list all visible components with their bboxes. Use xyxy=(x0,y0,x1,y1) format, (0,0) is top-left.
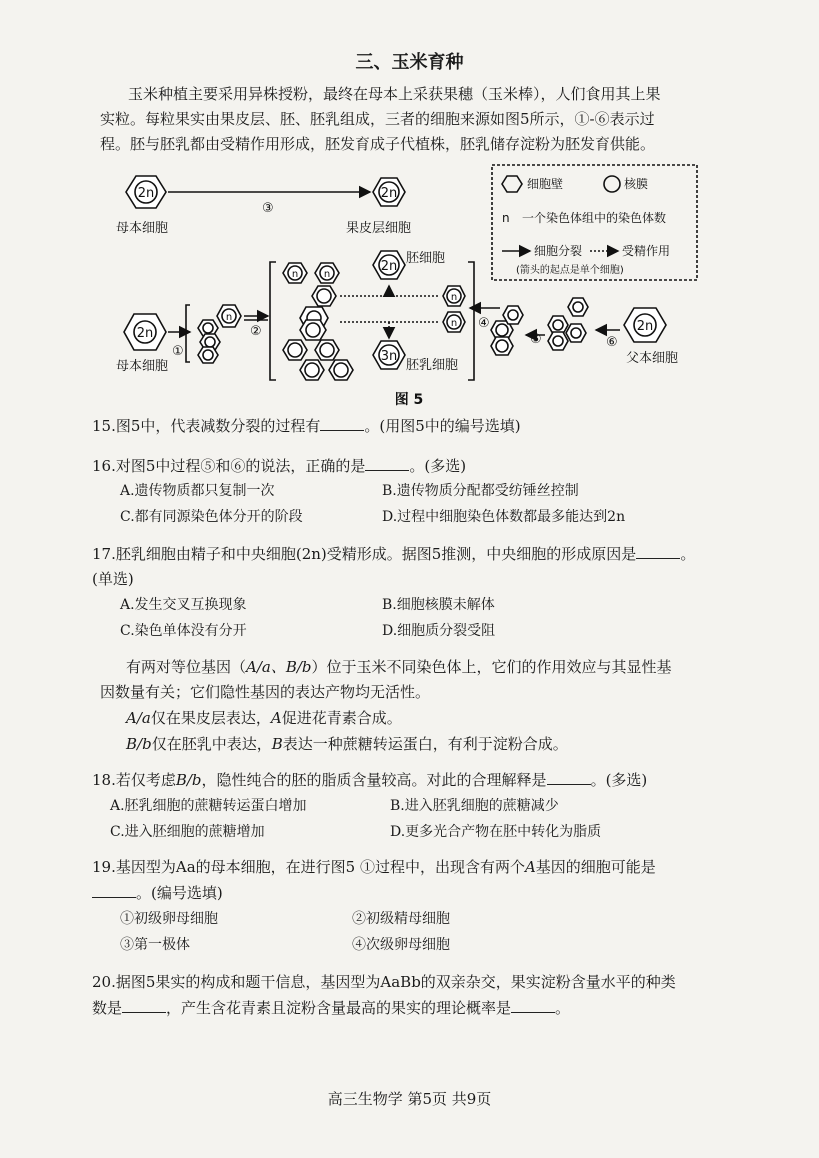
q18-option-c: C.进入胚细胞的蔗糖增加 xyxy=(110,824,265,840)
q16-option-a: A.遗传物质都只复制一次 xyxy=(120,483,275,499)
gene-symbol: A/a、B/b xyxy=(246,658,312,676)
gene-para-line-4 xyxy=(126,732,736,757)
father-cell-label: 父本细胞 xyxy=(626,351,679,366)
step-2: ② xyxy=(250,324,262,339)
gene-symbol: B xyxy=(271,735,283,753)
q18-gene: B/b xyxy=(175,771,202,789)
q15-answer-blank[interactable] xyxy=(320,416,364,431)
q18-option-a: A.胚乳细胞的蔗糖转运蛋白增加 xyxy=(110,798,307,814)
q17-end: 。 xyxy=(680,545,696,563)
question-15 xyxy=(92,414,521,438)
step-1: ① xyxy=(172,344,184,359)
step-4: ④ xyxy=(478,316,490,331)
q19-text: 基因的细胞可能是 xyxy=(535,858,656,876)
embryo-ploidy: 2n xyxy=(380,259,398,274)
q20-answer-blank-1[interactable] xyxy=(122,998,166,1013)
q18-option-b: B.进入胚乳细胞的蔗糖减少 xyxy=(390,798,559,814)
q20-answer-blank-2[interactable] xyxy=(511,998,555,1013)
gene-symbol: A xyxy=(270,709,282,727)
q18-answer-blank[interactable] xyxy=(547,770,591,785)
q17-option-b: B.细胞核膜未解体 xyxy=(382,597,495,613)
q15-text: 15.图5中，代表减数分裂的过程有 xyxy=(92,417,321,435)
q17-hint: (单选) xyxy=(92,570,134,588)
gene-para-line-3 xyxy=(126,706,736,731)
q16-option-b: B.遗传物质分配都受纺锤丝控制 xyxy=(382,483,579,499)
gene-para-line-1 xyxy=(126,655,726,680)
gene-text: 有两对等位基因（ xyxy=(126,658,247,676)
mother-cell-label: 母本细胞 xyxy=(116,221,169,236)
q17-option-d: D.细胞质分裂受阻 xyxy=(382,623,496,639)
q20-text: ，产生含花青素且淀粉含量最高的果实的理论概率是 xyxy=(166,999,512,1017)
q20-line-2 xyxy=(92,996,570,1020)
q17-answer-blank[interactable] xyxy=(636,544,680,559)
gene-text: 仅在胚乳中表达， xyxy=(151,735,272,753)
mother-bottom-ploidy: 2n xyxy=(136,326,154,341)
q16-answer-blank[interactable] xyxy=(365,456,409,471)
q16-hint: 。(多选) xyxy=(409,457,467,475)
pollen-cells xyxy=(491,306,523,355)
legend-n-def: 一个染色体组中的染色体数 xyxy=(522,211,667,225)
haploid-label: n xyxy=(225,312,233,323)
legend-nuclear-membrane: 核膜 xyxy=(624,177,649,191)
step-5: ⑤ xyxy=(530,332,542,347)
q18-text: 18.若仅考虑 xyxy=(92,771,176,789)
page-footer: 高三生物学 第5页 共9页 xyxy=(327,1090,492,1108)
meiosis-products-father xyxy=(548,298,588,350)
q19-answer-blank[interactable] xyxy=(92,883,136,898)
q15-hint: 。(用图5中的编号选填) xyxy=(364,417,521,435)
q20-text: 。 xyxy=(555,999,571,1017)
endosperm-cell-label: 胚乳细胞 xyxy=(406,358,459,373)
n-label: n xyxy=(291,269,299,280)
legend-note: (箭头的起点是单个细胞) xyxy=(516,265,624,276)
q17-text: 17.胚乳细胞由精子和中央细胞(2n)受精形成。据图5推测，中央细胞的形成原因是 xyxy=(92,545,637,563)
question-19 xyxy=(92,855,656,879)
figure-caption: 图 5 xyxy=(394,392,424,408)
question-18 xyxy=(92,768,647,792)
q17-option-c: C.染色单体没有分开 xyxy=(120,623,247,639)
legend-n-symbol: n xyxy=(502,211,510,225)
father-ploidy: 2n xyxy=(636,319,654,334)
mother-cell-label-bottom: 母本细胞 xyxy=(116,359,169,374)
n-label: n xyxy=(450,292,458,303)
intro-line-2: 实粒。每粒果实由果皮层、胚、胚乳组成，三者的细胞来源如图5所示，①-⑥表示过 xyxy=(100,110,655,128)
embryo-cell-label: 胚细胞 xyxy=(406,251,446,266)
step-3: ③ xyxy=(262,201,274,216)
n-label: n xyxy=(323,269,331,280)
mother-top-ploidy: 2n xyxy=(137,186,155,201)
question-20: 20.据图5果实的构成和题干信息，基因型为AaBb的双亲杂交，果实淀粉含量水平的种类 xyxy=(92,973,676,991)
pericarp-ploidy: 2n xyxy=(380,186,398,201)
legend-cell-wall: 细胞壁 xyxy=(527,177,564,191)
gene-text: ）位于玉米不同染色体上，它们的作用效应与其显性基 xyxy=(311,658,672,676)
q19-text: 19.基因型为Aa的母本细胞，在进行图5 ①过程中，出现含有两个 xyxy=(92,858,525,876)
q18-text: ，隐性纯合的胚的脂质含量较高。对此的合理解释是 xyxy=(201,771,547,789)
pericarp-cell-label: 果皮层细胞 xyxy=(346,221,412,236)
q18-option-d: D.更多光合产物在胚中转化为脂质 xyxy=(390,824,602,840)
question-16 xyxy=(92,454,466,478)
q19-line-2 xyxy=(92,881,223,905)
q17-option-a: A.发生交叉互换现象 xyxy=(120,597,247,613)
gene-text: 表达一种蔗糖转运蛋白，有利于淀粉合成。 xyxy=(282,735,568,753)
intro-line-3: 程。胚与胚乳都由受精作用形成，胚发育成子代植株，胚乳储存淀粉为胚发育供能。 xyxy=(100,135,656,153)
q19-hint: 。(编号选填) xyxy=(136,884,223,902)
meiosis-products-mother xyxy=(198,305,241,363)
q16-option-c: C.都有同源染色体分开的阶段 xyxy=(120,509,303,525)
endosperm-ploidy: 3n xyxy=(380,349,398,364)
q19-option-2: ②初级精母细胞 xyxy=(352,911,450,927)
legend-fertilization: 受精作用 xyxy=(622,244,671,258)
q19-option-1: ①初级卵母细胞 xyxy=(120,911,218,927)
gene-text: 仅在果皮层表达， xyxy=(150,709,271,727)
gene-symbol: B/b xyxy=(126,735,152,753)
q20-text: 数是 xyxy=(92,999,123,1017)
figure-5-diagram xyxy=(0,160,819,410)
n-label: n xyxy=(450,318,458,329)
q19-gene: A xyxy=(524,858,536,876)
gene-para-line-2: 因数量有关；它们隐性基因的表达产物均无活性。 xyxy=(100,683,431,701)
q19-option-3: ③第一极体 xyxy=(120,937,190,953)
q16-option-d: D.过程中细胞染色体数都最多能达到2n xyxy=(382,509,626,525)
section-title: 三、玉米育种 xyxy=(355,52,464,73)
step-6: ⑥ xyxy=(606,335,618,350)
intro-line-1: 玉米种植主要采用异株授粉，最终在母本上采获果穗（玉米棒），人们食用其上果 xyxy=(128,85,661,103)
q19-option-4: ④次级卵母细胞 xyxy=(352,937,450,953)
question-17 xyxy=(92,542,712,566)
q18-hint: 。(多选) xyxy=(590,771,648,789)
gene-symbol: A/a xyxy=(126,709,151,727)
q16-text: 16.对图5中过程⑤和⑥的说法，正确的是 xyxy=(92,457,366,475)
legend-division: 细胞分裂 xyxy=(534,244,583,258)
gene-text: 促进花青素合成。 xyxy=(281,709,402,727)
embryo-sac-cells xyxy=(283,263,353,380)
